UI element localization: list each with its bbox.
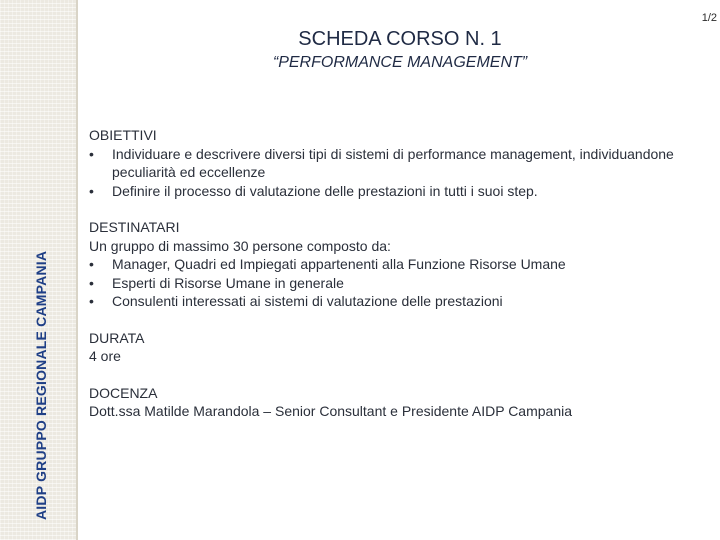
obiettivi-list — [89, 145, 709, 201]
obiettivi-heading: OBIETTIVI — [89, 127, 157, 143]
docenza-value: Dott.ssa Matilde Marandola – Senior Consultant e Presidente AIDP Campania — [89, 403, 573, 419]
destinatari-intro: Un gruppo di massimo 30 persone composto da: — [89, 237, 391, 254]
section-durata — [89, 329, 709, 366]
section-destinatari — [89, 218, 709, 311]
list-item: • Consulenti interessati ai sistemi di valutazione delle prestazioni — [89, 292, 709, 311]
organization-label: AIDP GRUPPO REGIONALE CAMPANIA — [33, 250, 49, 520]
durata-heading: DURATA — [89, 329, 145, 346]
docenza-heading: DOCENZA — [89, 384, 158, 401]
destinatari-list — [89, 255, 709, 311]
course-content — [89, 126, 709, 439]
destinatari-heading: DESTINATARI — [89, 219, 180, 235]
page-number: 1/2 — [701, 12, 717, 24]
section-obiettivi — [89, 126, 709, 200]
list-item: • Definire il processo di valutazione delle prestazioni in tutti i suoi step. — [89, 182, 709, 201]
sidebar-divider — [76, 0, 78, 540]
list-item: • Esperti di Risorse Umane in generale — [89, 274, 709, 293]
page-title: SCHEDA CORSO N. 1 — [298, 28, 502, 50]
durata-value: 4 ore — [89, 348, 121, 364]
list-item: • Manager, Quadri ed Impiegati appartenenti alla Funzione Risorse Umane — [89, 255, 709, 274]
list-item: • Individuare e descrivere diversi tipi di sistemi di performance management, individuandone peculiarità ed eccellenze — [89, 145, 709, 182]
course-subtitle: “PERFORMANCE MANAGEMENT” — [272, 54, 528, 71]
section-docenza — [89, 384, 709, 421]
